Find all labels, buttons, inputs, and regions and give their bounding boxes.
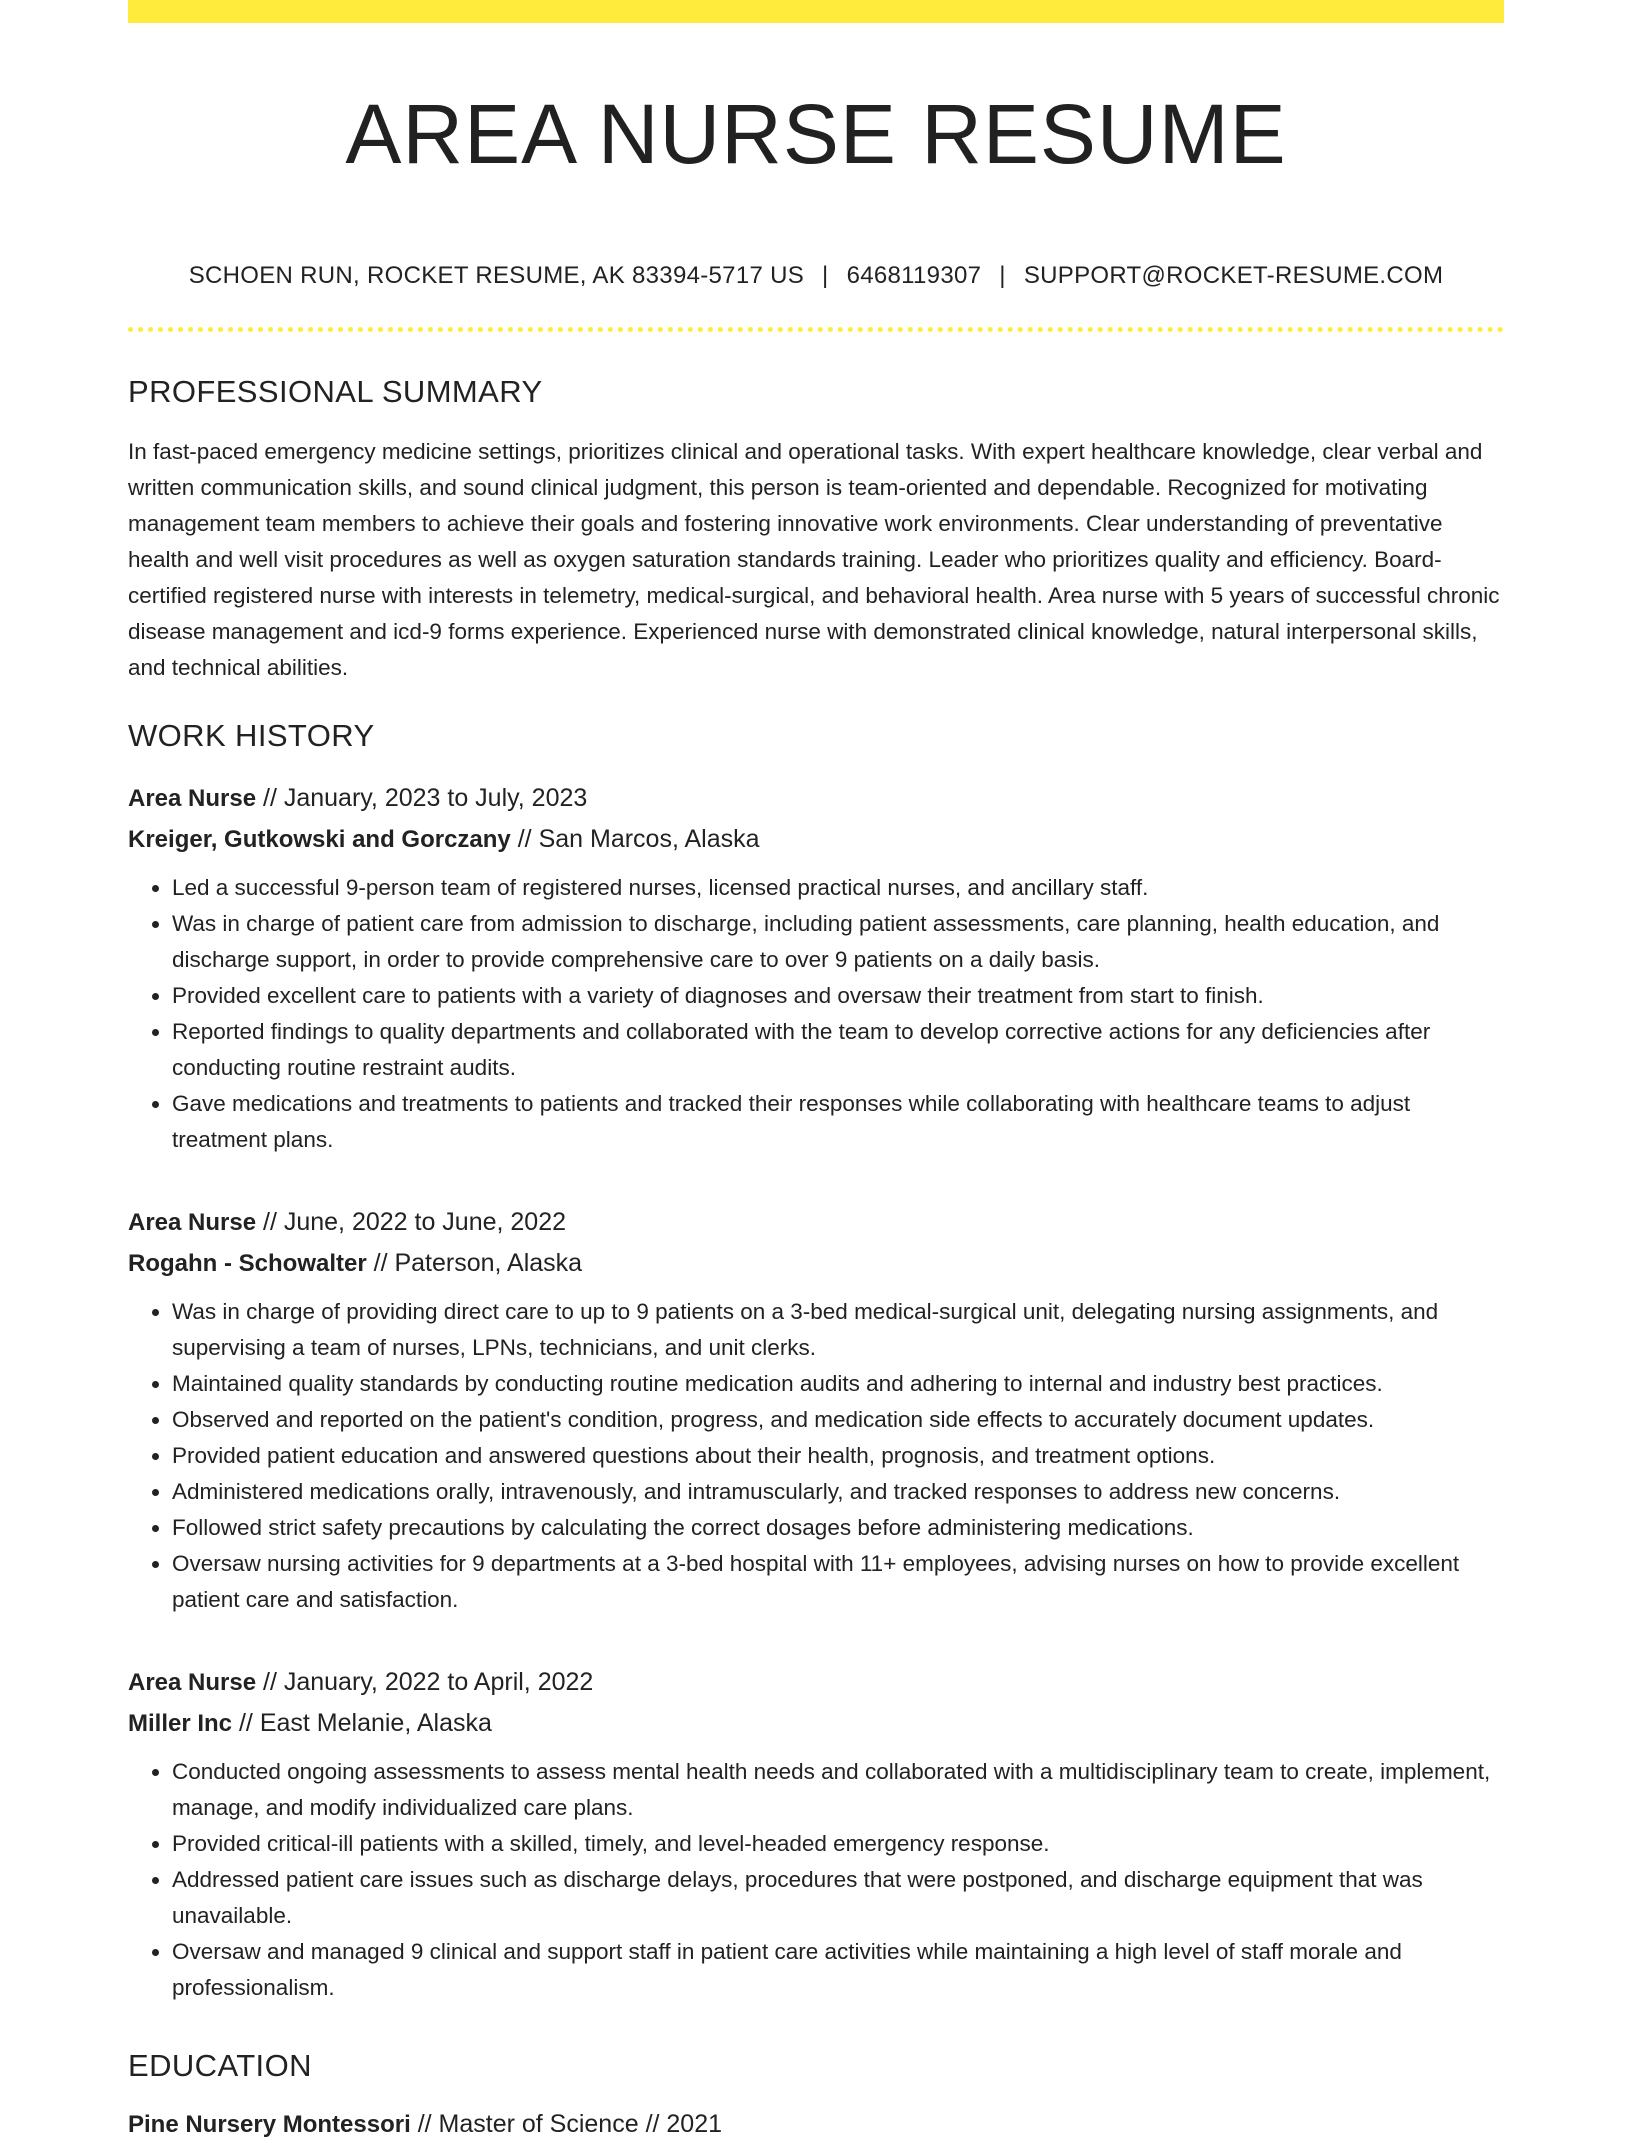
contact-line: [128, 261, 1504, 291]
job-dates: // January, 2022 to April, 2022: [256, 1668, 594, 1696]
job-role-line: [128, 1662, 1504, 1703]
job-bullets: [128, 1754, 1504, 2006]
summary-text: In fast-paced emergency medicine settings, prioritizes clinical and operational tasks. With expert healthcare knowledge, clear verbal and written communication skills, and sound clinical judgment, this person is team-oriented and dependable. Recognized for motivating management team members to achieve their goals and fostering innovative work environments. Clear understanding of preventative health and well visit procedures as well as oxygen saturation standards training. Leader who prioritizes quality and efficiency. Board-certified registered nurse with interests in telemetry, medical-surgical, and behavioral health. Area nurse with 5 years of successful chronic disease management and icd-9 forms experience. Experienced nurse with demonstrated clinical knowledge, natural interpersonal skills, and technical abilities.: [128, 439, 1500, 680]
contact-phone: 6468119307: [846, 262, 982, 289]
job-bullet: • Oversaw nursing activities for 9 departments at a 3-bed hospital with 11+ employees, advising nurses on how to provide excellent patient care and satisfaction.: [172, 1546, 1504, 1618]
job-entry: [128, 1662, 1504, 2006]
job-company-line: [128, 1243, 1504, 1284]
contact-address: SCHOEN RUN, ROCKET RESUME, AK 83394-5717 US: [188, 262, 805, 289]
contact-separator: |: [999, 262, 1006, 289]
job-bullet: • Maintained quality standards by conducting routine medication audits and adhering to internal and industry best practices.: [172, 1366, 1504, 1402]
contact-email: SUPPORT@ROCKET-RESUME.COM: [1023, 262, 1444, 289]
job-dates: // June, 2022 to June, 2022: [256, 1208, 567, 1236]
resume-title: AREA NURSE RESUME: [345, 87, 1287, 181]
job-bullet: • Followed strict safety precautions by calculating the correct dosages before administering medications.: [172, 1510, 1504, 1546]
job-bullets: [128, 870, 1504, 1158]
job-bullet: • Provided excellent care to patients with a variety of diagnoses and oversaw their treatment from start to finish.: [172, 978, 1504, 1014]
job-location: // San Marcos, Alaska: [510, 825, 760, 853]
job-location: // Paterson, Alaska: [366, 1249, 583, 1277]
job-company: Miller Inc: [128, 1710, 233, 1737]
education-heading: EDUCATION: [128, 2048, 312, 2083]
job-company-line: [128, 1703, 1504, 1744]
summary-heading: PROFESSIONAL SUMMARY: [128, 374, 543, 409]
job-role: Area Nurse: [128, 1669, 257, 1696]
job-bullet: • Gave medications and treatments to patients and tracked their responses while collaborating with healthcare teams to adjust treatment plans.: [172, 1086, 1504, 1158]
job-bullet: • Addressed patient care issues such as discharge delays, procedures that were postponed, and discharge equipment that was unavailable.: [172, 1862, 1504, 1934]
top-accent-bar: [128, 0, 1504, 23]
job-bullet: • Was in charge of patient care from admission to discharge, including patient assessments, care planning, health education, and discharge support, in order to provide comprehensive care to over 9 patients on a daily basis.: [172, 906, 1504, 978]
job-entry: [128, 778, 1504, 1158]
job-bullet: • Oversaw and managed 9 clinical and support staff in patient care activities while maintaining a high level of staff morale and professionalism.: [172, 1934, 1504, 2006]
contact-separator: |: [822, 262, 829, 289]
education-details: // Master of Science // 2021: [410, 2110, 723, 2138]
job-role: Area Nurse: [128, 785, 257, 812]
job-company: Kreiger, Gutkowski and Gorczany: [128, 826, 511, 853]
job-dates: // January, 2023 to July, 2023: [256, 784, 588, 812]
job-bullet: • Led a successful 9-person team of registered nurses, licensed practical nurses, and ancillary staff.: [172, 870, 1504, 906]
job-entry: [128, 1202, 1504, 1618]
resume-page: [128, 0, 1504, 2145]
job-location: // East Melanie, Alaska: [232, 1709, 492, 1737]
job-role: Area Nurse: [128, 1209, 257, 1236]
job-bullet: • Administered medications orally, intravenously, and intramuscularly, and tracked responses to address new concerns.: [172, 1474, 1504, 1510]
education-school: Pine Nursery Montessori: [128, 2111, 411, 2138]
dotted-divider: [128, 327, 1504, 332]
job-role-line: [128, 1202, 1504, 1243]
job-bullet: • Observed and reported on the patient's condition, progress, and medication side effects to accurately document updates.: [172, 1402, 1504, 1438]
education-entry: [128, 2104, 1504, 2145]
job-bullet: • Reported findings to quality departments and collaborated with the team to develop corrective actions for any deficiencies after conducting routine restraint audits.: [172, 1014, 1504, 1086]
job-role-line: [128, 778, 1504, 819]
job-bullet: • Provided patient education and answered questions about their health, prognosis, and treatment options.: [172, 1438, 1504, 1474]
job-bullets: [128, 1294, 1504, 1618]
job-bullet: • Conducted ongoing assessments to assess mental health needs and collaborated with a multidisciplinary team to create, implement, manage, and modify individualized care plans.: [172, 1754, 1504, 1826]
job-company-line: [128, 819, 1504, 860]
job-bullet: • Was in charge of providing direct care to up to 9 patients on a 3-bed medical-surgical unit, delegating nursing assignments, and supervising a team of nurses, LPNs, technicians, and unit clerks.: [172, 1294, 1504, 1366]
job-bullet: • Provided critical-ill patients with a skilled, timely, and level-headed emergency response.: [172, 1826, 1504, 1862]
work-history-heading: WORK HISTORY: [128, 718, 375, 753]
job-company: Rogahn - Schowalter: [128, 1250, 367, 1277]
